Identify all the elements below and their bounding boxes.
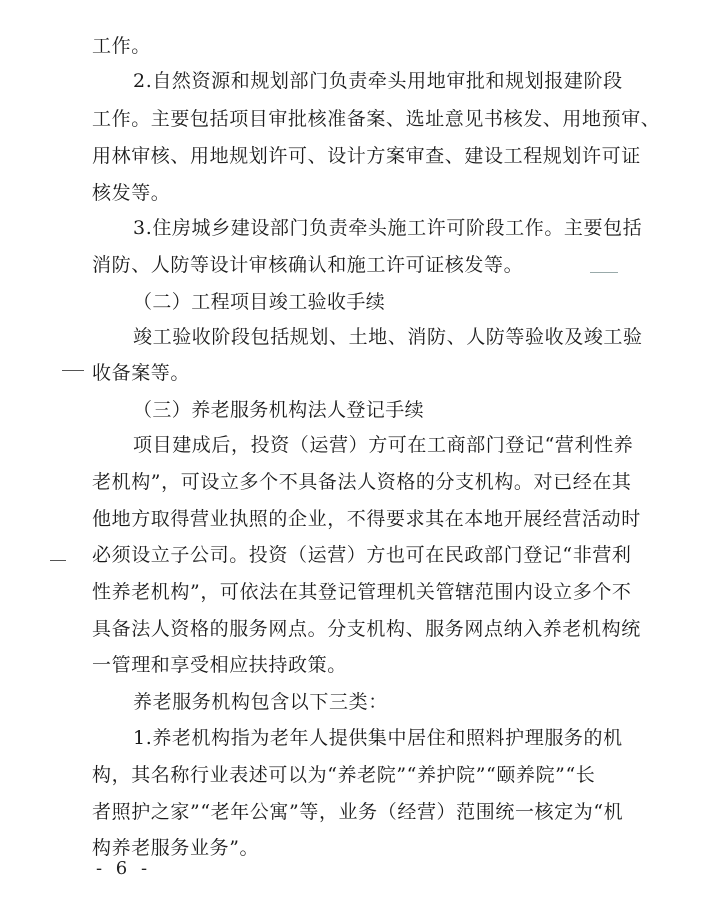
paragraph-line: 核发等。 [92, 182, 171, 204]
section-heading: （三）养老服务机构法人登记手续 [133, 399, 425, 421]
paragraph-line: 收备案等。 [92, 362, 191, 384]
section-heading: （二）工程项目竣工验收手续 [133, 291, 386, 313]
paragraph-line: 工作。主要包括项目审批核准备案、选址意见书核发、用地预审、 [92, 108, 661, 130]
paragraph-line: 者照护之家”“老年公寓”等，业务（经营）范围统一核定为“机 [92, 801, 624, 823]
page-number: - 6 - [96, 858, 152, 879]
paragraph-line: 3.住房城乡建设部门负责牵头施工许可阶段工作。主要包括 [133, 217, 643, 239]
paragraph-line: 竣工验收阶段包括规划、土地、消防、人防等验收及竣工验 [133, 326, 643, 348]
paragraph-line: 1.养老机构指为老年人提供集中居住和照料护理服务的机 [133, 727, 623, 749]
paragraph-line: 项目建成后，投资（运营）方可在工商部门登记“营利性养 [133, 434, 634, 456]
paragraph-line: 2.自然资源和规划部门负责牵头用地审批和规划报建阶段 [133, 70, 623, 92]
paragraph-line: 工作。 [92, 35, 151, 57]
paragraph-line: 性养老机构”，可依法在其登记管理机关管辖范围内设立多个不 [92, 581, 632, 603]
paragraph-line: 用林审核、用地规划许可、设计方案审查、建设工程规划许可证 [92, 145, 641, 167]
paragraph-line: 构，其名称行业表述可以为“养老院”“养护院”“颐养院”“长 [92, 764, 596, 786]
scan-mark [62, 370, 84, 371]
scan-mark [590, 272, 618, 273]
paragraph-line: 老机构”，可设立多个不具备法人资格的分支机构。对已经在其 [92, 471, 632, 493]
paragraph-line: 养老服务机构包含以下三类： [133, 691, 388, 713]
paragraph-line: 他地方取得营业执照的企业，不得要求其在本地开展经营活动时 [92, 508, 641, 530]
paragraph-line: 具备法人资格的服务网点。分支机构、服务网点纳入养老机构统 [92, 618, 641, 640]
scan-mark [50, 560, 66, 561]
paragraph-line: 必须设立子公司。投资（运营）方也可在民政部门登记“非营利 [92, 544, 632, 566]
paragraph-line: 消防、人防等设计审核确认和施工许可证核发等。 [92, 254, 524, 276]
paragraph-line: 一管理和享受相应扶持政策。 [92, 654, 347, 676]
paragraph-line: 构养老服务业务”。 [92, 837, 260, 859]
